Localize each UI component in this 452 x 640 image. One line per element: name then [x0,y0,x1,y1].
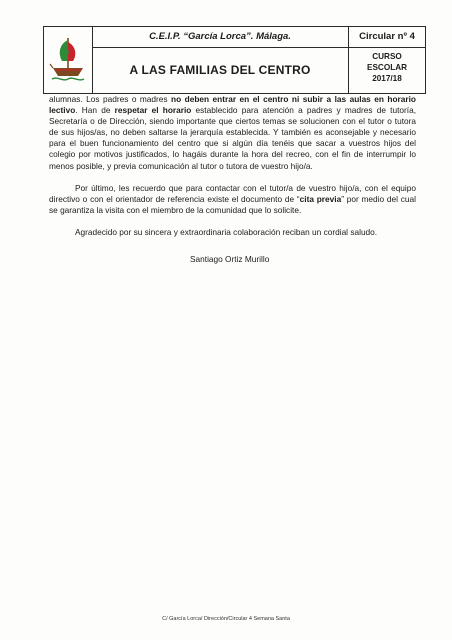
logo-cell [44,27,93,93]
letterhead [43,26,426,94]
school-crest-ship-icon [49,34,87,86]
school-name: C.E.I.P. “García Lorca”. Málaga. [92,27,349,48]
school-year [349,51,425,84]
p1-bold-2: respetar el horario [114,105,192,116]
page-title: A LAS FAMILIAS DEL CENTRO [92,48,349,93]
circular-number: Circular nº 4 [349,27,425,48]
letter-body [49,94,416,238]
p2-bold-1: cita previa [299,193,342,204]
page-footer: C/ García Lorca/ Dirección/Circular 4 Semana Santa [162,616,290,622]
p1-bold-1: no deben entrar en el centro ni subir a las aulas en horario lectivo [49,94,417,116]
signature: Santiago Ortiz Murillo [190,254,270,264]
escolar-label: ESCOLAR [366,63,408,72]
p1-text-1: alumnas. Los padres o madres [49,94,172,104]
p1-text-2: . Han de [75,105,115,116]
p1-text-3: establecido para atención a padres y madres de tutoría, Secretaría o de Dirección, siendo importante que ciertos temas se solucionen con el tutor o tutora de sus hijos/as, no deben saltarse la jerarquía establecida. Y también es aconsejable y necesario para el buen funcionamiento del centro que si algún día tenéis que sacar a vuestros hijos del colegio por motivos justificados, lo hagáis durante la hora del recreo, con el fin de interrumpir lo menos posible, y previa comunicación al tutor o tutora de vuestro hijo/a. [49,105,416,171]
paragraph-1 [49,94,416,172]
year-value: 2017/18 [372,74,402,83]
p2-text-1: Por último, les recuerdo que para contactar con el tutor/a de vuestro hijo/a, con el equipo directivo o con el orientador de referencia existe el documento de “ [49,182,416,204]
p2-text-2: ” por medio del cual se garantiza la visita con el miembro de la comunidad que lo solicite. [49,193,416,215]
paragraph-2 [49,183,416,216]
paragraph-3: Agradecido por su sincera y extraordinaria colaboración reciban un cordial saludo. [75,226,378,237]
curso-label: CURSO [372,52,402,61]
